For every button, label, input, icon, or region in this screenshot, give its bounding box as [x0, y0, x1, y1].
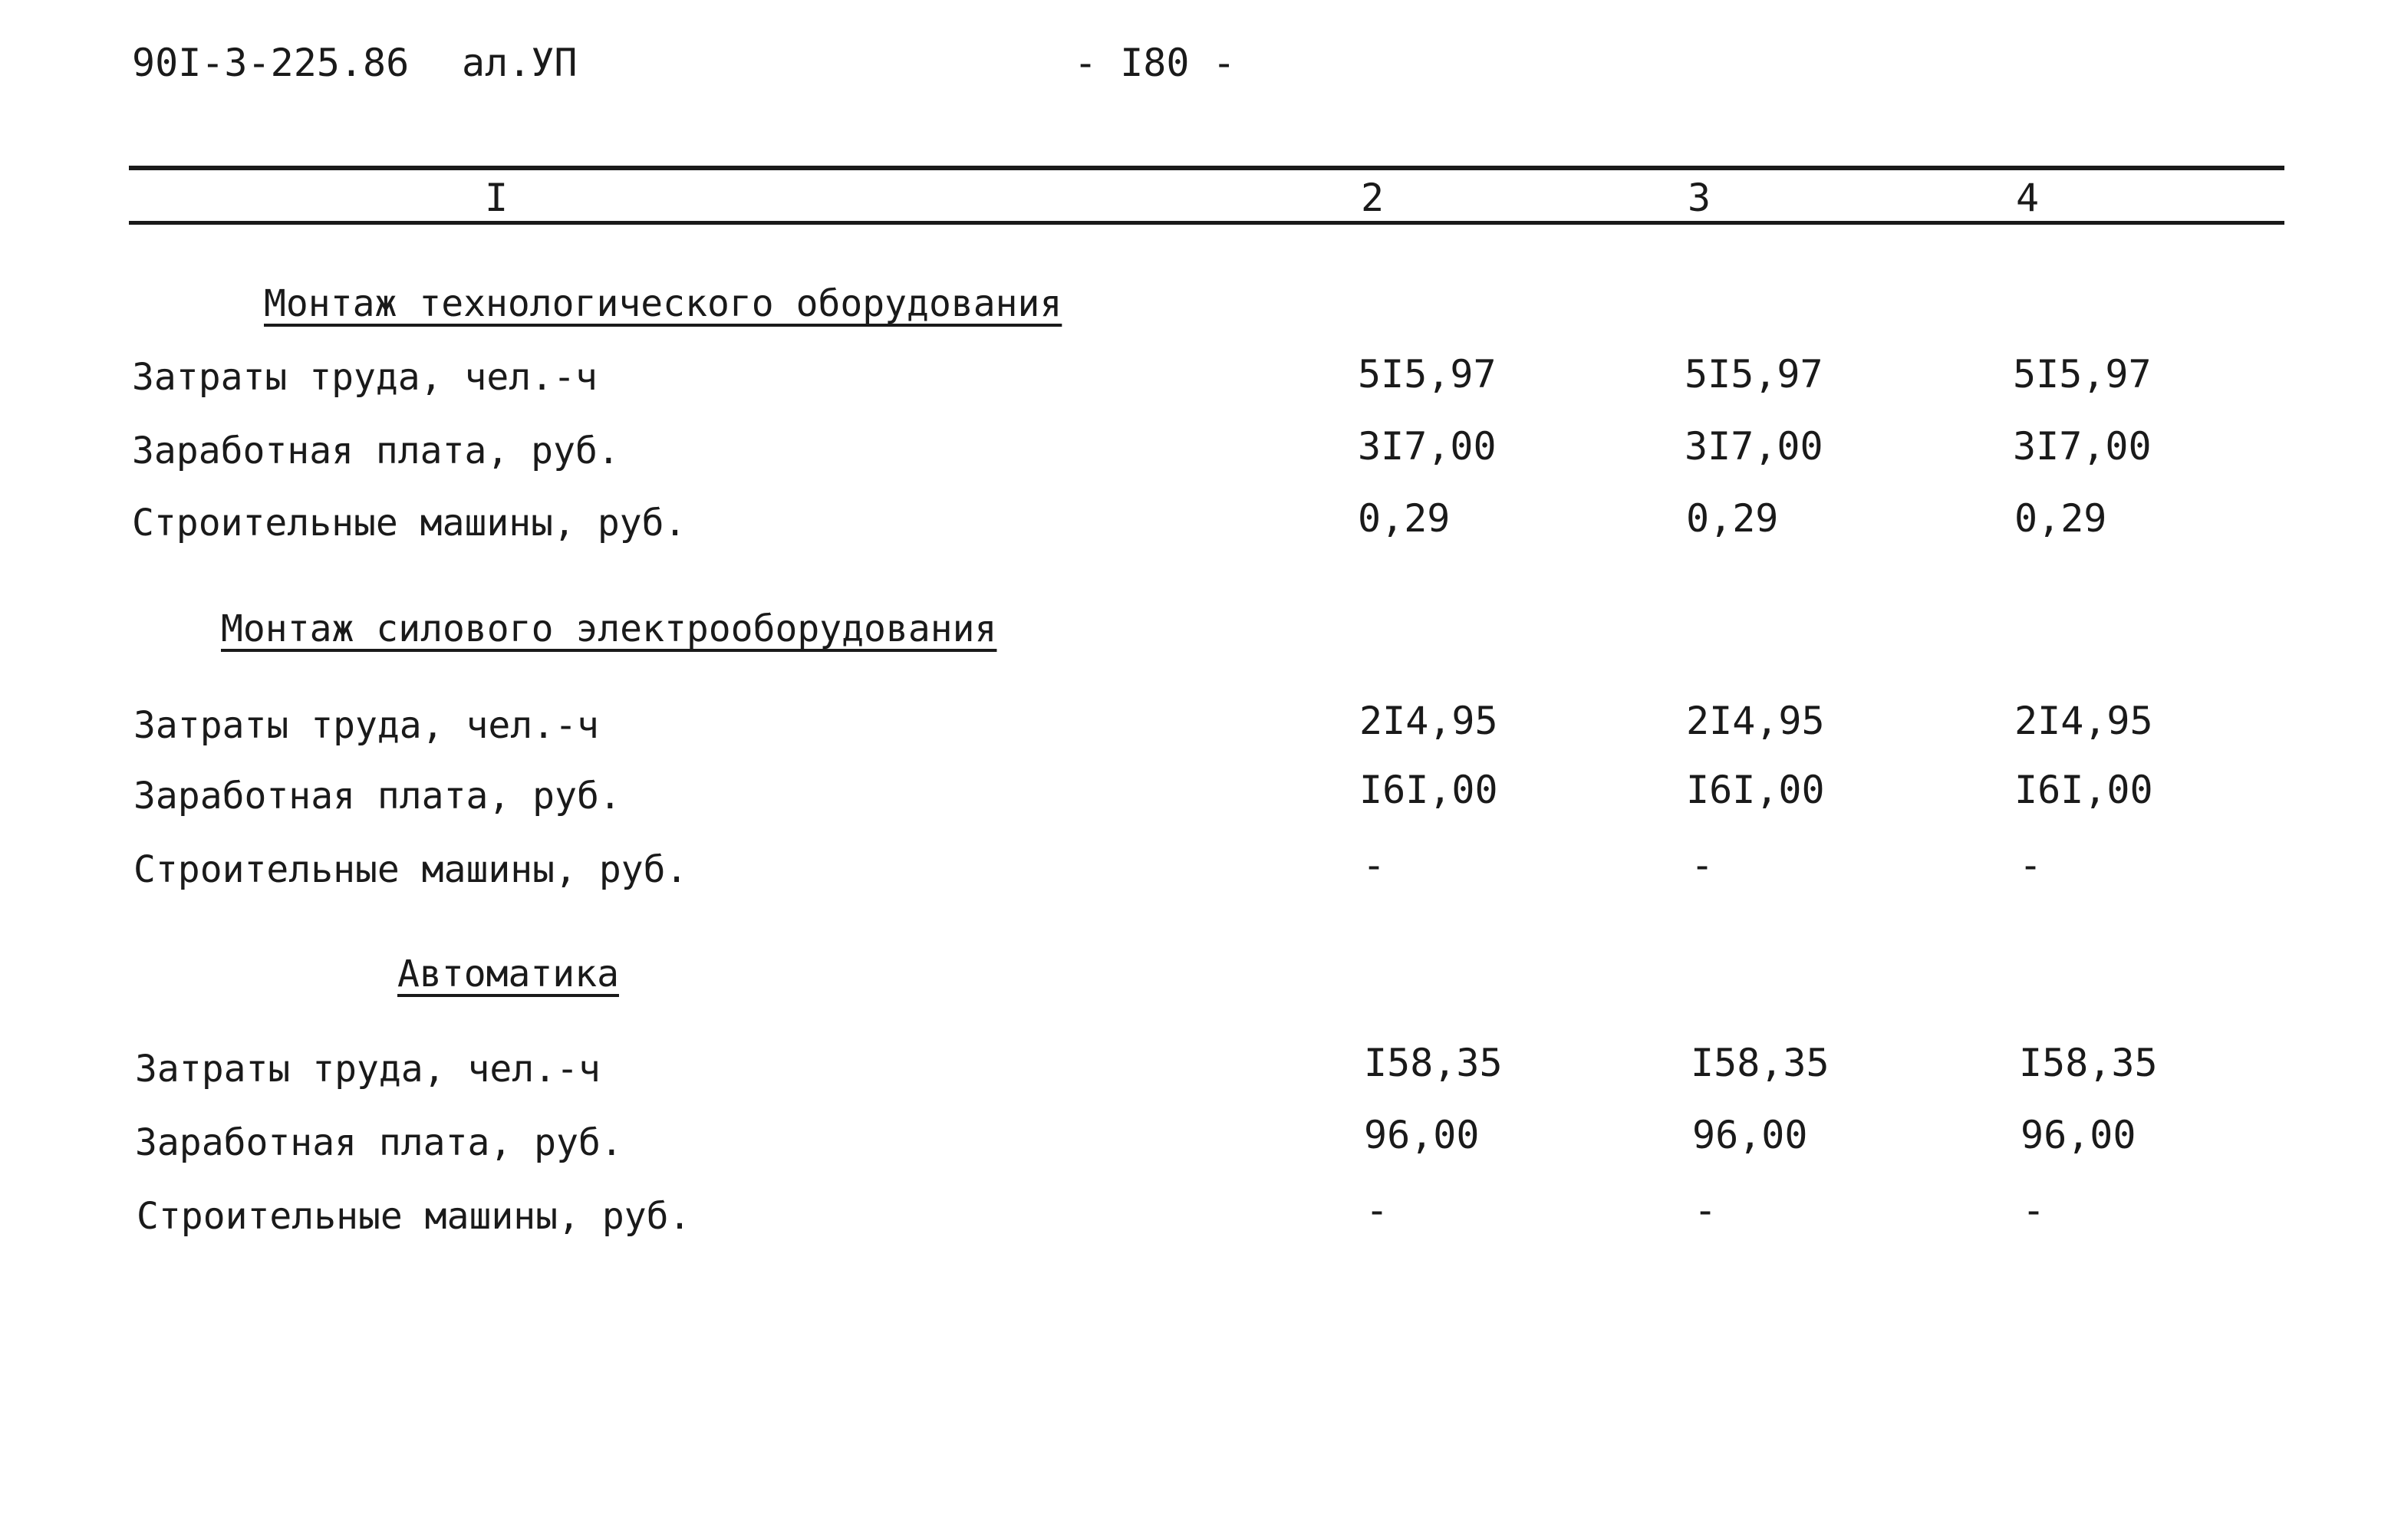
table-cell: 3I7,00: [1358, 424, 1497, 469]
table-cell: I6I,00: [2014, 768, 2153, 812]
column-number-2: 2: [1361, 176, 1385, 220]
table-cell: 2I4,95: [2014, 699, 2153, 743]
table-cell: I58,35: [2019, 1041, 2158, 1085]
row-label: Затраты труда, чел.-ч: [135, 1048, 601, 1091]
table-cell: I6I,00: [1686, 768, 1825, 812]
table-cell: 2I4,95: [1359, 699, 1498, 743]
column-number-4: 4: [2016, 176, 2040, 220]
row-label: Заработная плата, руб.: [133, 775, 621, 818]
column-number-1: I: [485, 176, 509, 220]
row-label: Строительные машины, руб.: [133, 848, 688, 891]
document-code: 90I-3-225.86: [132, 41, 410, 85]
table-cell: 0,29: [2014, 496, 2107, 541]
table-cell: -: [2022, 1188, 2046, 1232]
table-cell: 0,29: [1358, 496, 1451, 541]
table-cell: 0,29: [1686, 496, 1779, 541]
row-label: Заработная плата, руб.: [132, 429, 620, 472]
table-cell: -: [1694, 1188, 1718, 1232]
table-cell: I6I,00: [1359, 768, 1498, 812]
row-label: Строительные машины, руб.: [137, 1195, 691, 1238]
table-top-rule: [129, 166, 2284, 170]
table-cell: 96,00: [1692, 1113, 1808, 1157]
section-title-equipment-installation: Монтаж технологического оборудования: [264, 282, 1062, 325]
page-number: - I80 -: [1074, 41, 1236, 85]
table-cell: 5I5,97: [2013, 352, 2152, 397]
table-cell: -: [1362, 843, 1386, 887]
album-label: ал.УП: [462, 41, 578, 85]
table-cell: 5I5,97: [1685, 352, 1823, 397]
table-cell: 2I4,95: [1686, 699, 1825, 743]
table-cell: I58,35: [1691, 1041, 1830, 1085]
table-cell: 3I7,00: [2013, 424, 2152, 469]
column-number-3: 3: [1688, 176, 1711, 220]
table-cell: 5I5,97: [1358, 352, 1497, 397]
row-label: Затраты труда, чел.-ч: [133, 704, 599, 747]
table-cell: -: [2019, 843, 2043, 887]
row-label: Затраты труда, чел.-ч: [132, 356, 598, 399]
section-title-power-equipment: Монтаж силового электрооборудования: [221, 607, 997, 650]
table-cell: I58,35: [1364, 1041, 1503, 1085]
row-label: Заработная плата, руб.: [135, 1121, 623, 1164]
table-cell: 96,00: [2021, 1113, 2136, 1157]
table-cell: -: [1691, 843, 1714, 887]
section-title-automation: Автоматика: [397, 953, 619, 995]
table-cell: 96,00: [1364, 1113, 1480, 1157]
row-label: Строительные машины, руб.: [132, 502, 687, 545]
table-cell: 3I7,00: [1685, 424, 1823, 469]
table-header-rule: [129, 221, 2284, 225]
table-cell: -: [1365, 1188, 1389, 1232]
